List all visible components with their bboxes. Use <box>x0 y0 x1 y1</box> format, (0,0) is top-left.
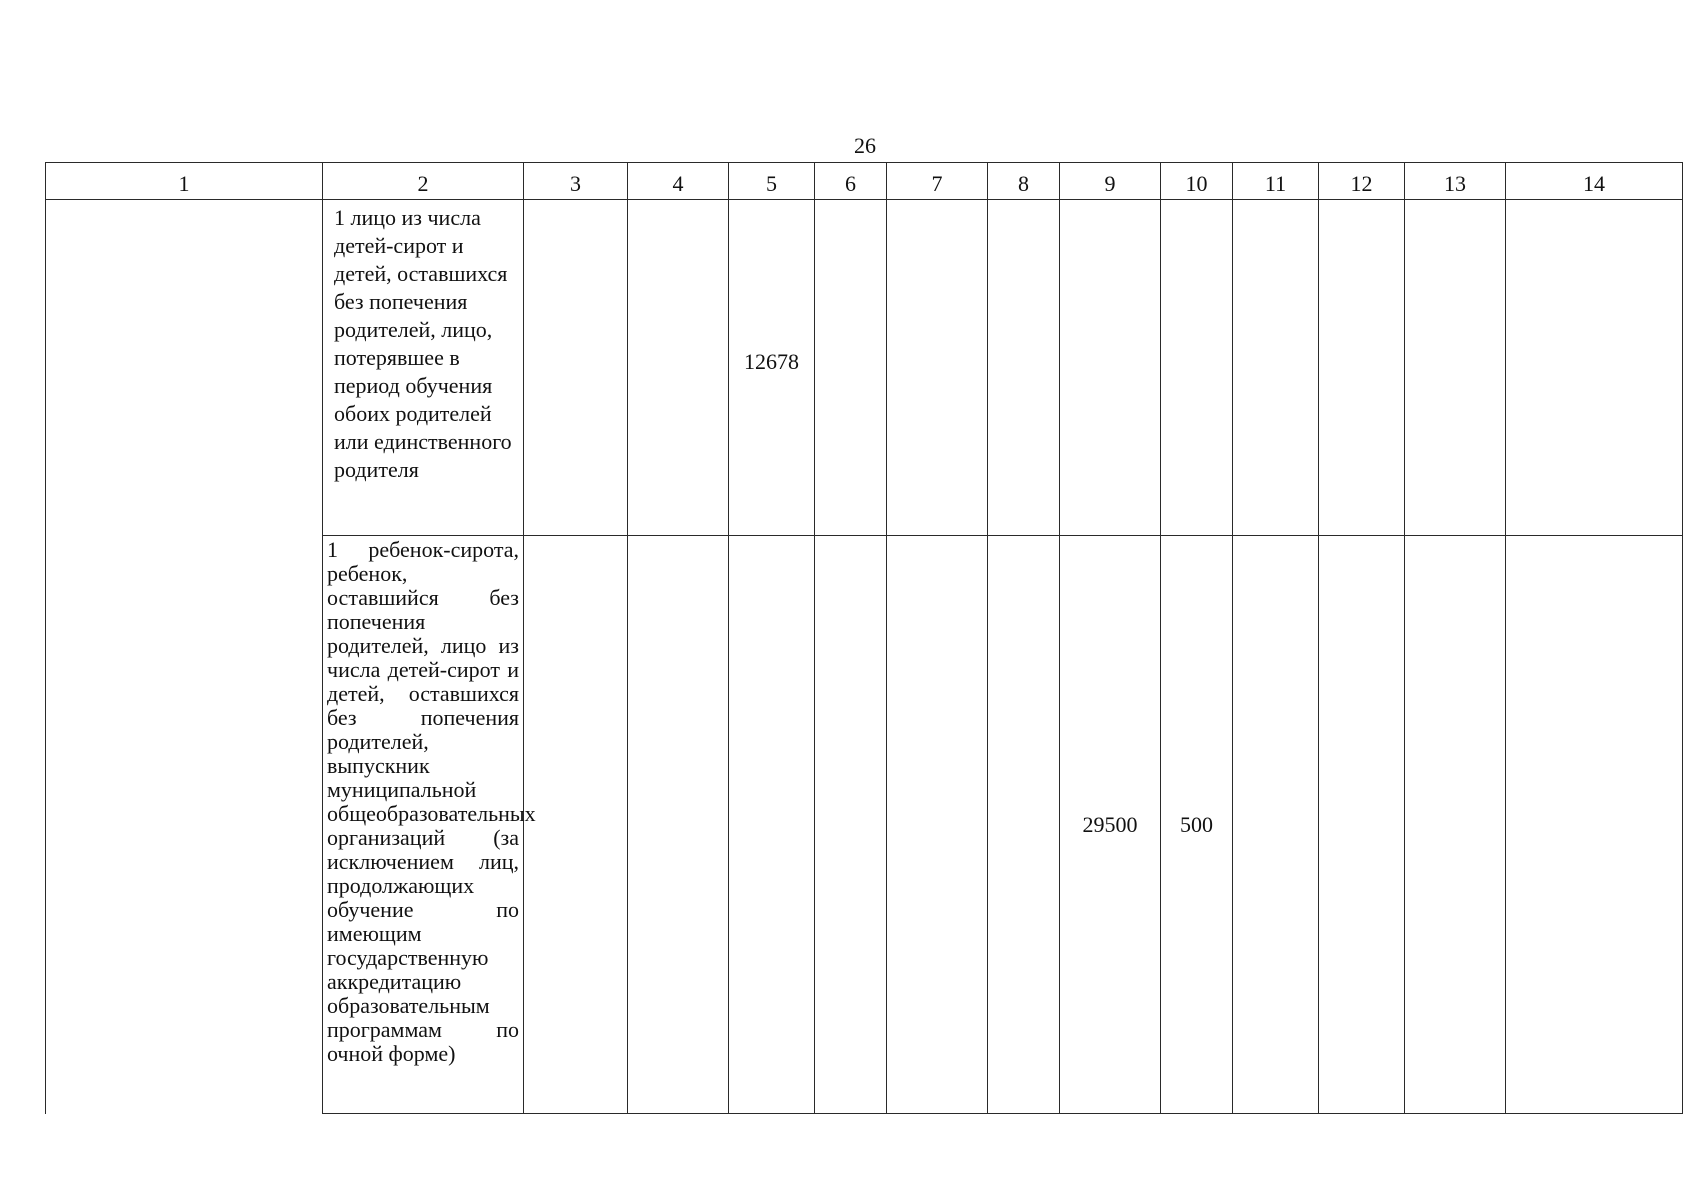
row-description: 1 лицо из числа детей-сирот и детей, оставшихся без попечения родителей, лицо, потерявшее в период обучения обоих родителей или единственного родителя <box>334 205 512 482</box>
column-number-11: 11 <box>1233 163 1319 200</box>
column-number-6: 6 <box>815 163 887 200</box>
table-cell <box>1233 536 1319 1114</box>
column-number-1: 1 <box>46 163 323 200</box>
column-number-9: 9 <box>1060 163 1161 200</box>
table-cell <box>729 536 815 1114</box>
table-cell <box>1161 200 1233 536</box>
table-cell <box>1405 536 1506 1114</box>
column-number-2: 2 <box>323 163 524 200</box>
table-cell <box>628 536 729 1114</box>
page-number: 26 <box>854 133 876 158</box>
column-number-5: 5 <box>729 163 815 200</box>
table-cell <box>887 200 988 536</box>
column-number-3: 3 <box>524 163 628 200</box>
table-cell <box>988 536 1060 1114</box>
column-number-7: 7 <box>887 163 988 200</box>
table-cell <box>729 200 815 536</box>
table-cell <box>887 536 988 1114</box>
column-number-13: 13 <box>1405 163 1506 200</box>
table-cell <box>628 200 729 536</box>
table-cell <box>1319 200 1405 536</box>
table-cell <box>1060 536 1161 1114</box>
row-description: 1 ребенок-сирота, ребенок, оставшийся без попечения родителей, лицо из числа детей-сирот и детей, оставшихся без попечения родителей, выпускник муниципальной общеобразовательных организаций (за исключением лиц, продолжающих обучение по имеющим государственную аккредитацию образовательным программам по очной форме) <box>327 537 536 1066</box>
column-number-8: 8 <box>988 163 1060 200</box>
table-cell <box>1319 536 1405 1114</box>
table-cell <box>1405 200 1506 536</box>
cell-value: 12678 <box>744 348 799 374</box>
table-cell <box>1233 200 1319 536</box>
data-table <box>45 162 1683 1114</box>
table-cell <box>1161 536 1233 1114</box>
column-number-10: 10 <box>1161 163 1233 200</box>
cell-value: 500 <box>1180 811 1213 837</box>
row-description-cell <box>323 536 536 1114</box>
column-number-row <box>46 163 1683 200</box>
column-number-4: 4 <box>628 163 729 200</box>
cell-value: 29500 <box>1082 811 1138 837</box>
table-cell <box>988 200 1060 536</box>
table-cell <box>524 536 628 1114</box>
table-cell <box>815 200 887 536</box>
table-cell <box>1060 200 1161 536</box>
column-number-12: 12 <box>1319 163 1405 200</box>
column-number-14: 14 <box>1506 163 1683 200</box>
row-description-cell <box>323 200 524 536</box>
table-cell <box>524 200 628 536</box>
table-cell <box>1506 200 1683 536</box>
first-column-cell <box>46 200 323 1114</box>
table-row <box>46 200 1683 536</box>
table-cell <box>1506 536 1683 1114</box>
table-cell <box>815 536 887 1114</box>
